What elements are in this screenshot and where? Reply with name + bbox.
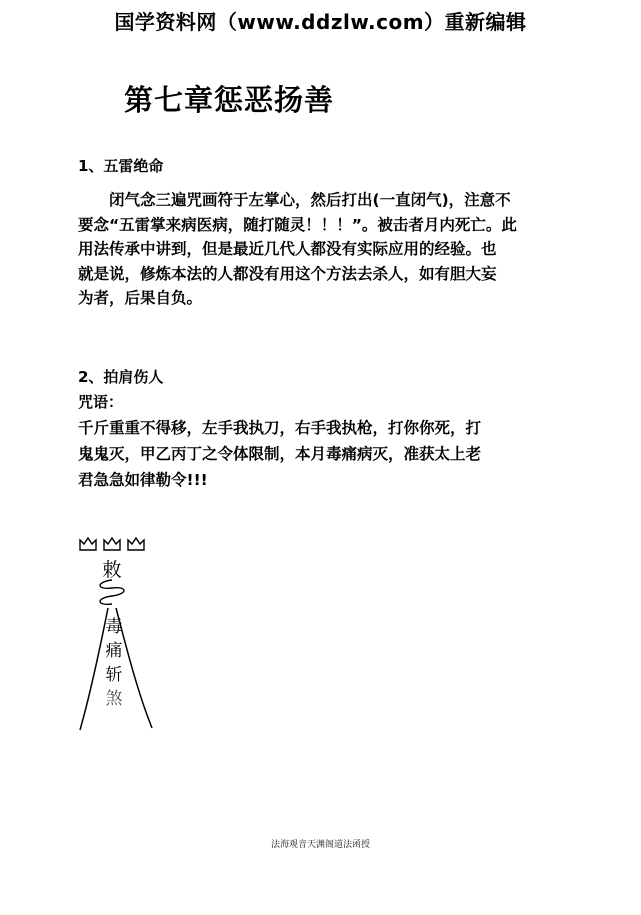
paragraph-line: 君急急如律勒令!!! (78, 471, 208, 489)
talisman-loop-stroke (100, 580, 124, 604)
talisman-char: 斩 (105, 665, 123, 685)
chapter-title: 第七章惩恶扬善 (124, 83, 335, 117)
paragraph-line: 千斤重重不得移，左手我执刀，右手我执枪，打你你死，打 (78, 419, 482, 437)
paragraph-line: 鬼鬼灭，甲乙丙丁之令体限制，本月毒痛病灭，准获太上老 (78, 445, 482, 463)
paragraph-line: 用法传承中讲到，但是最近几代人都没有实际应用的经验。也 (78, 240, 497, 259)
spell-label: 咒语： (78, 393, 124, 411)
page-footer: 法海观音天渊阁道法函授 (270, 840, 370, 850)
talisman-char: 毒 (105, 617, 123, 637)
paragraph-line: 闭气念三遍咒画符于左掌心，然后打出(一直闭气)，注意不 (109, 191, 511, 209)
section-1-heading: 1、五雷绝命 (78, 157, 164, 175)
talisman-char: 痛 (105, 641, 123, 661)
paragraph-line: 要念“五雷掌来病医病，随打随灵！！！”。被击者月内死亡。此 (78, 215, 517, 234)
paragraph-line: 就是说，修炼本法的人都没有用这个方法去杀人，如有胆大妄 (78, 264, 497, 283)
talisman-left-stroke (80, 608, 108, 730)
section-2-heading: 2、拍肩伤人 (78, 368, 164, 386)
talisman-char: 煞 (105, 689, 123, 709)
talisman-crown-marks (80, 538, 144, 550)
section-1-paragraph (78, 188, 558, 311)
section-2-paragraph (78, 415, 558, 493)
paragraph-line: 为者，后果自负。 (78, 289, 203, 308)
talisman-drawing (72, 528, 162, 738)
page-header-banner: 国学资料网（www.ddzlw.com）重新编辑 (114, 10, 527, 34)
talisman-char-top: 敕 (102, 559, 122, 581)
